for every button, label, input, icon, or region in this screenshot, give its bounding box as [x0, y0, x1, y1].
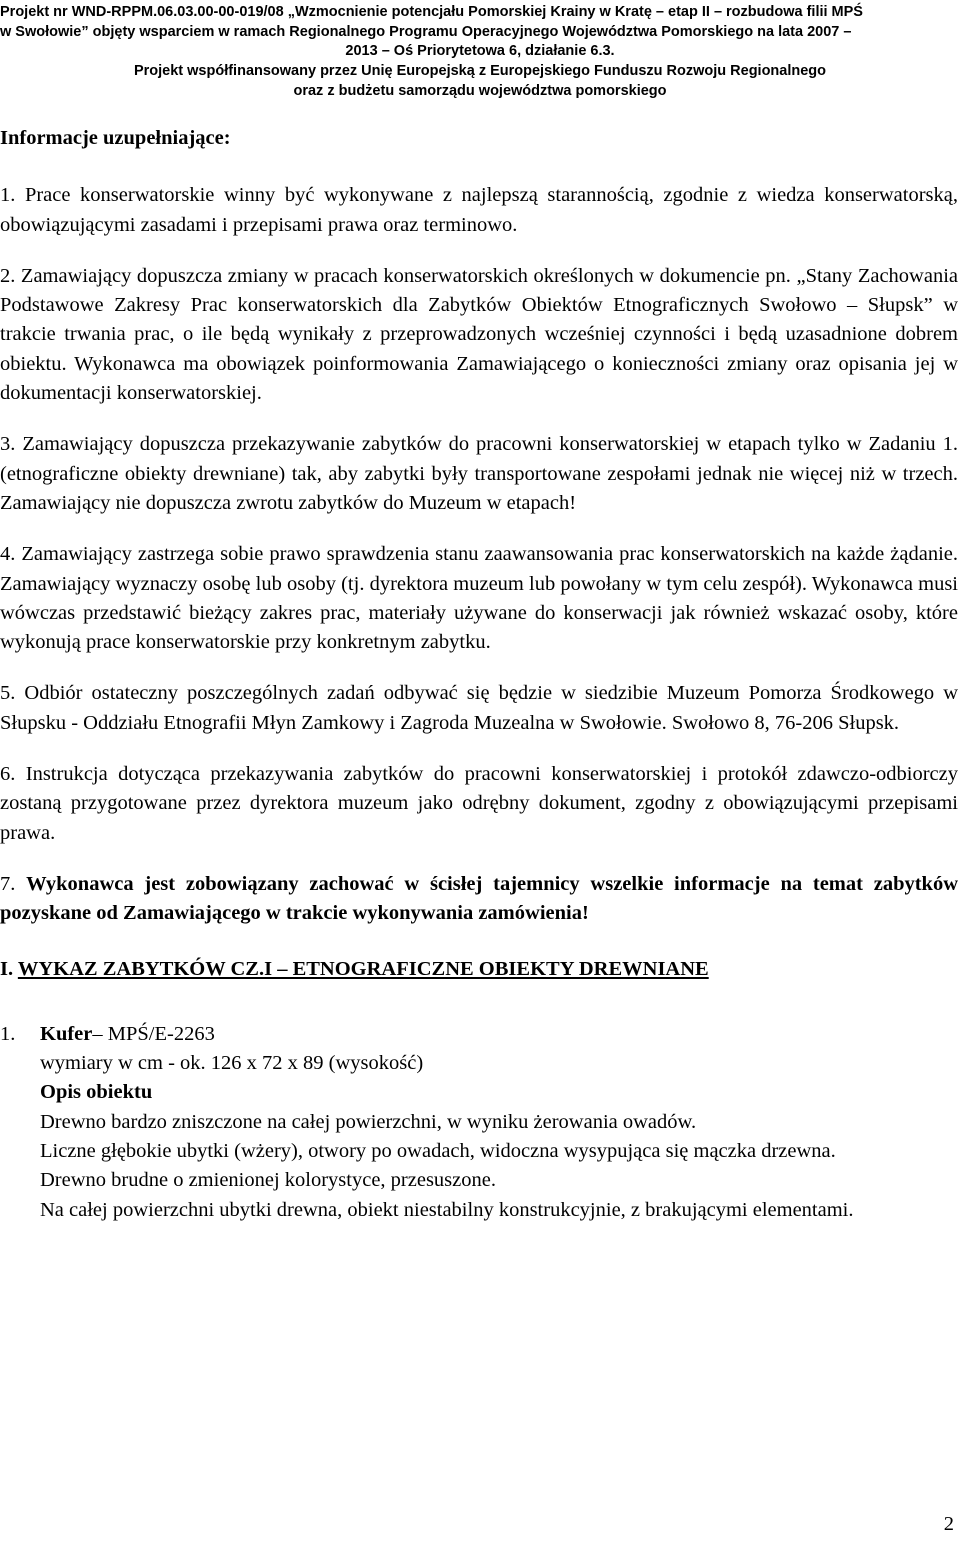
header-line-4: Projekt współfinansowany przez Unię Europejską z Europejskiego Funduszu Rozwoju Regionalnego	[133, 63, 827, 80]
item-dimensions: wymiary w cm - ok. 126 x 72 x 89 (wysokość)	[40, 1052, 424, 1075]
paragraph-4: 4. Zamawiający zastrzega sobie prawo sprawdzenia stanu zaawansowania prac konserwatorskich na każde żądanie. Zamawiający wyznaczy osobę lub osoby (tj. dyrektora muzeum lub powołany w tym celu zespół). Wykonawca musi wówczas przedstawić bieżący zakres prac, materiały używane do konserwacji jak również wskazać osoby, które wykonują prace konserwatorskie przy konkretnym zabytku.	[0, 543, 958, 654]
item-description-2: Liczne głębokie ubytki (wżery), otwory po owadach, widoczna wysypująca się mączka drzewna.	[40, 1140, 836, 1163]
header-line-1: Projekt nr WND-RPPM.06.03.00-00-019/08 „Wzmocnienie potencjału Pomorskiej Krainy w Kratę – etap II – rozbudowa filii MPŚ	[0, 4, 863, 20]
paragraph-7-text: Wykonawca jest zobowiązany zachować w ścisłej tajemnicy wszelkie informacje na temat zabytków pozyskane od Zamawiającego w trakcie wykonywania zamówienia!	[0, 872, 959, 925]
header-line-5: oraz z budżetu samorządu województwa pomorskiego	[293, 82, 667, 99]
item-description-4: Na całej powierzchni ubytki drewna, obiekt niestabilny konstrukcyjnie, z brakującymi elementami.	[40, 1198, 854, 1221]
item-number: 1.	[0, 1022, 16, 1045]
paragraph-7	[0, 870, 958, 929]
header-line-2: w Swołowie” objęty wsparciem w ramach Regionalnego Programu Operacyjnego Województwa Pomorskiego na lata 2007 –	[0, 23, 852, 40]
item-code: – MPŚ/E-2263	[92, 1022, 215, 1045]
document-body	[0, 124, 958, 1225]
section-title-text: WYKAZ ZABYTKÓW CZ.I – ETNOGRAFICZNE OBIEKTY DREWNIANE	[17, 957, 709, 980]
paragraph-7-number: 7.	[0, 872, 27, 895]
info-heading: Informacje uzupełniające:	[0, 127, 231, 149]
paragraph-3: 3. Zamawiający dopuszcza przekazywanie zabytków do pracowni konserwatorskiej w etapach tylko w Zadaniu 1. (etnograficzne obiekty drewniane) tak, aby zabytki były transportowane zespołami jednak nie więcej niż w trzech. Zamawiający nie dopuszcza zwrotu zabytków do Muzeum w etapach!	[0, 433, 958, 514]
item-description-3: Drewno brudne o zmienionej kolorystyce, przesuszone.	[40, 1169, 496, 1192]
paragraph-2: 2. Zamawiający dopuszcza zmiany w pracach konserwatorskich określonych w dokumencie pn. „Stany Zachowania Podstawowe Zakresy Prac konserwatorskich dla Zabytków Obiektów Etnograficznych Swołowo – Słupsk” w trakcie trwania prac, o ile będą wynikały z przeprowadzonych wcześniej czynności i będą uzasadnione dobrem obiektu. Wykonawca ma obowiązek poinformowania Zamawiającego o konieczności zmiany oraz opisania jej w dokumentacji konserwatorskiej.	[0, 264, 958, 405]
section-title	[0, 955, 958, 984]
item-description-heading: Opis obiektu	[40, 1081, 153, 1104]
item-title-row	[0, 1020, 958, 1049]
header-line-3: 2013 – Oś Priorytetowa 6, działanie 6.3.	[345, 43, 615, 60]
paragraph-5: 5. Odbiór ostateczny poszczególnych zadań odbywać się będzie w siedzibie Muzeum Pomorza Środkowego w Słupsku - Oddziału Etnografii Młyn Zamkowy i Zagroda Muzealna w Swołowie. Swołowo 8, 76-206 Słupsk.	[0, 682, 958, 734]
item-description-1: Drewno bardzo zniszczone na całej powierzchni, w wyniku żerowania owadów.	[40, 1110, 697, 1133]
item-name: Kufer	[40, 1022, 93, 1045]
page-number: 2	[943, 1513, 954, 1535]
paragraph-1: 1. Prace konserwatorskie winny być wykonywane z najlepszą starannością, zgodnie z wiedza konserwatorską, obowiązującymi zasadami i przepisami prawa oraz terminowo.	[0, 184, 958, 236]
object-item-1	[0, 1020, 958, 1225]
section-number: I.	[0, 957, 18, 980]
project-header	[0, 3, 960, 102]
paragraph-6: 6. Instrukcja dotycząca przekazywania zabytków do pracowni konserwatorskiej i protokół zdawczo-odbiorczy zostaną przygotowane przez dyrektora muzeum jako odrębny dokument, zgodny z obowiązującymi przepisami prawa.	[0, 763, 958, 844]
